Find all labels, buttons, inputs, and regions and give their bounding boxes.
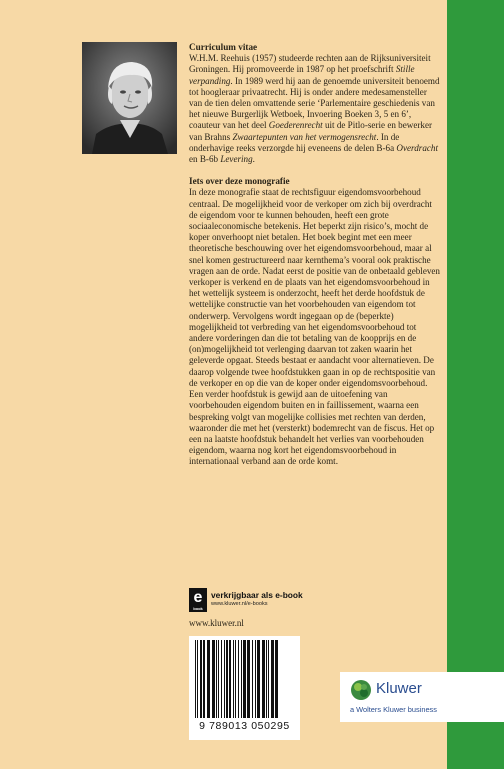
barcode-bar: [197, 640, 198, 718]
cv-run: uit de Pitlo-serie en bewerker van Brahns: [189, 120, 433, 142]
barcode-bar: [195, 640, 196, 718]
curriculum-heading: Curriculum vitae: [189, 42, 258, 52]
barcode-bar: [255, 640, 256, 718]
isbn-barcode: [189, 636, 300, 740]
barcode-bars: [193, 640, 296, 718]
barcode-number: 9 789013 050295: [199, 720, 290, 732]
barcode-bar: [216, 640, 217, 718]
cv-run: . In 1989 werd hij aan de genoemde universiteit benoemd tot hoogleraar privaatrecht. Hij is onder andere medesamensteller van de tien delen omvattende serie ‘Parlementaire geschiedenis van het nieuwe Burgerlijk Wetboek, Invoering Boeken 3, 5 en 6’, coauteur van het deel: [189, 75, 440, 131]
cv-run: Zwaartepunten van het vermogensrecht: [232, 131, 377, 142]
barcode-bar: [218, 640, 219, 718]
back-cover-text: [189, 42, 441, 468]
barcode-bar: [226, 640, 228, 718]
barcode-bar: [247, 640, 250, 718]
website-link[interactable]: www.kluwer.nl: [189, 618, 244, 628]
monografie-heading: Iets over deze monografie: [189, 176, 290, 187]
cv-run: .: [252, 154, 255, 165]
curriculum-paragraph: [189, 53, 441, 165]
barcode-bar: [275, 640, 278, 718]
cv-run: en B-6b: [189, 154, 221, 165]
barcode-bar: [243, 640, 246, 718]
author-photo: [82, 42, 177, 154]
barcode-bar: [203, 640, 205, 718]
green-side-strip: [447, 0, 504, 769]
ebook-logo-icon: e book: [189, 588, 207, 612]
publisher-name: Kluwer: [376, 680, 422, 697]
author-portrait-image: [82, 42, 177, 154]
barcode-bar: [224, 640, 225, 718]
kluwer-globe-icon: [350, 679, 372, 701]
barcode-bar: [271, 640, 274, 718]
barcode-bar: [233, 640, 234, 718]
cv-run: Levering: [220, 154, 253, 165]
cv-run: Stille verpanding: [189, 64, 415, 86]
cv-run: . In de onderhavige reeks verzorgde hij eveneens de delen B-6a: [189, 131, 400, 153]
cv-run: W.H.M. Reehuis (1957) studeerde rechten aan de Rijksuniversiteit Groningen. Hij promoveerde in 1987 op het proefschrift: [189, 53, 431, 75]
barcode-bar: [268, 640, 269, 718]
ebook-title: verkrijgbaar als e-book: [211, 590, 303, 600]
cv-run: Goederenrecht: [268, 120, 323, 131]
barcode-bar: [221, 640, 222, 718]
barcode-bar: [235, 640, 236, 718]
barcode-bar: [257, 640, 260, 718]
barcode-bar: [252, 640, 253, 718]
ebook-url-link[interactable]: www.kluwer.nl/e-books: [211, 601, 268, 607]
monografie-paragraph: In deze monografie staat de rechtsfiguur eigendomsvoorbehoud centraal. De mogelijkheid voor de verkoper om zich bij overdracht de eigendom voor te kunnen behouden, heeft een grote sociaaleconomische betekenis. Het beperkt zijn risico’s, mocht de koper onverhoopt niet betalen. Het boek begint met een meer theoretische beschouwing over het eigendomsvoorbehoud, maar al snel komen gestructureerd naar kernthema’s vooral ook praktische vragen aan de orde. Nadat eerst de positie van de onbetaald gebleven verkoper is verkend en de plaats van het eigendomsvoorbehoud in het wettelijk systeem is onderzocht, heeft het derde hoofdstuk de wettelijke constructie van het voorbehouden van eigendom tot onderwerp. Vervolgens wordt ingegaan op de (beperkte) mogelijkheid tot verbreding van het eigendomsvoorbehoud tot andere vorderingen dan die tot betaling van de koopprijs en de (on)mogelijkheid tot verlenging daarvan tot zaken waarin het geleverde opgaat. Steeds bestaat er aandacht voor alternatieven. De daarop volgende twee hoofdstukken gaan in op de rechtspositie van de verkoper en op die van de koper onder eigendomsvoorbehoud. Een verder hoofdstuk is gewijd aan de uitoefening van voorbehouden eigendom buiten en in faillissement, waarna een bespreking volgt van mogelijke collisies met rechten van derden, waaronder die met het (versterkt) bodemrecht van de fiscus. Het op een na laatste hoofdstuk behandelt het verlies van voorbehouden eigendom, waarna nog kort het eigendomsvoorbehoud in internationaal verband aan de orde komt.: [189, 187, 440, 467]
barcode-bar: [266, 640, 267, 718]
barcode-bar: [200, 640, 202, 718]
publisher-tagline: a Wolters Kluwer business: [350, 705, 437, 714]
barcode-bar: [207, 640, 210, 718]
barcode-bar: [241, 640, 242, 718]
barcode-bar: [212, 640, 215, 718]
cv-run: Overdracht: [396, 142, 438, 153]
barcode-bar: [262, 640, 265, 718]
barcode-bar: [229, 640, 231, 718]
publisher-logo-block: [340, 672, 504, 722]
barcode-bar: [238, 640, 239, 718]
